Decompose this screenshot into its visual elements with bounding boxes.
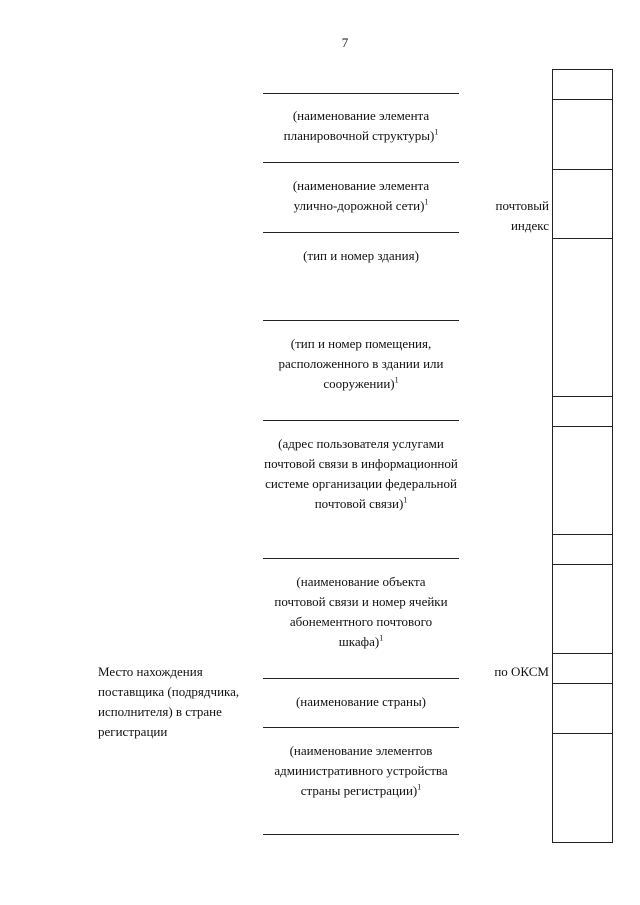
- field-rule: [263, 558, 459, 559]
- code-divider: [552, 426, 613, 427]
- code-divider: [552, 683, 613, 684]
- caption-postal-user-address: (адрес пользователя услугами почтовой связи в информационной системе организации федеральной почтовой связи)$^1$: [264, 436, 458, 511]
- code-column: [552, 69, 613, 843]
- field-rule: [263, 834, 459, 835]
- field-rule: [263, 93, 459, 94]
- caption-premises: (тип и номер помещения, расположенного в здании или сооружении)$^1$: [278, 336, 444, 391]
- caption-street-network: (наименование элемента улично-дорожной сети)$^1$: [292, 178, 430, 213]
- field-rule: [263, 320, 459, 321]
- field-rule: [263, 727, 459, 728]
- code-divider: [552, 99, 613, 100]
- field-rule: [263, 678, 459, 679]
- code-divider: [552, 396, 613, 397]
- field-rule: [263, 420, 459, 421]
- caption-postal-object: (наименование объекта почтовой связи и номер ячейки абонементного почтового шкафа)$^1$: [274, 574, 448, 649]
- code-divider: [552, 534, 613, 535]
- field-rule: [263, 162, 459, 163]
- oksm-label: по ОКСМ: [494, 664, 549, 679]
- field-rule: [263, 232, 459, 233]
- caption-country: (наименование страны): [295, 694, 427, 709]
- location-label: Место нахождения поставщика (подрядчика, исполнителя) в стране регистрации: [98, 664, 240, 739]
- page-number: 7: [341, 35, 349, 50]
- code-divider: [552, 564, 613, 565]
- caption-building: (тип и номер здания): [303, 248, 419, 263]
- code-divider: [552, 733, 613, 734]
- code-divider: [552, 169, 613, 170]
- postal-index-label: почтовый индекс: [495, 198, 549, 233]
- code-divider: [552, 238, 613, 239]
- caption-planning-structure: (наименование элемента планировочной структуры)$^1$: [283, 108, 439, 143]
- code-divider: [552, 653, 613, 654]
- caption-admin-units: (наименование элементов административного устройства страны регистрации)$^1$: [274, 743, 448, 798]
